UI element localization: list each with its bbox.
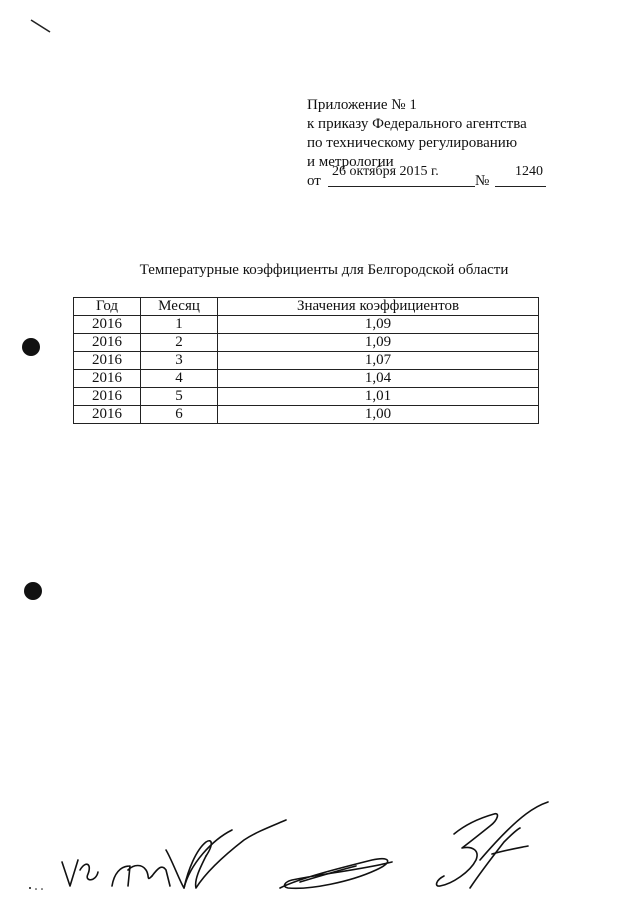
year-cell: 2016 <box>74 334 141 352</box>
month-cell: 1 <box>141 316 218 334</box>
header-line-2: к приказу Федерального агентства <box>307 116 527 132</box>
value-cell: 1,00 <box>218 406 539 424</box>
handwritten-signatures <box>0 790 640 905</box>
table-row <box>74 316 539 334</box>
year-cell: 2016 <box>74 388 141 406</box>
header-line-1: Приложение № 1 <box>307 97 417 113</box>
table-row <box>74 334 539 352</box>
table-row <box>74 370 539 388</box>
number-underline <box>495 186 546 187</box>
value-cell: 1,01 <box>218 388 539 406</box>
table-row <box>74 406 539 424</box>
order-number: 1240 <box>515 164 543 179</box>
year-cell: 2016 <box>74 352 141 370</box>
order-prefix: от <box>307 173 321 189</box>
appendix-header <box>307 96 527 172</box>
column-header-value: Значения коэффициентов <box>218 298 539 316</box>
value-cell: 1,09 <box>218 334 539 352</box>
value-cell: 1,07 <box>218 352 539 370</box>
document-title: Температурные коэффициенты для Белгородской области <box>139 262 509 278</box>
year-cell: 2016 <box>74 316 141 334</box>
header-line-3: по техническому регулированию <box>307 135 518 151</box>
month-cell: 4 <box>141 370 218 388</box>
year-cell: 2016 <box>74 370 141 388</box>
table-header-row <box>74 298 539 316</box>
scan-mark <box>30 18 52 34</box>
year-cell: 2016 <box>74 406 141 424</box>
header-line-4: и метрологии <box>307 154 394 170</box>
order-reference <box>307 164 552 190</box>
coefficients-table <box>73 297 539 424</box>
month-cell: 6 <box>141 406 218 424</box>
month-cell: 2 <box>141 334 218 352</box>
number-sign: № <box>475 173 490 189</box>
column-header-year: Год <box>74 298 141 316</box>
month-cell: 5 <box>141 388 218 406</box>
table-row <box>74 352 539 370</box>
punch-hole <box>24 582 42 600</box>
value-cell: 1,09 <box>218 316 539 334</box>
table-row <box>74 388 539 406</box>
date-underline <box>328 186 475 187</box>
order-date: 26 октября 2015 г. <box>332 164 439 179</box>
column-header-month: Месяц <box>141 298 218 316</box>
month-cell: 3 <box>141 352 218 370</box>
value-cell: 1,04 <box>218 370 539 388</box>
punch-hole <box>22 338 40 356</box>
